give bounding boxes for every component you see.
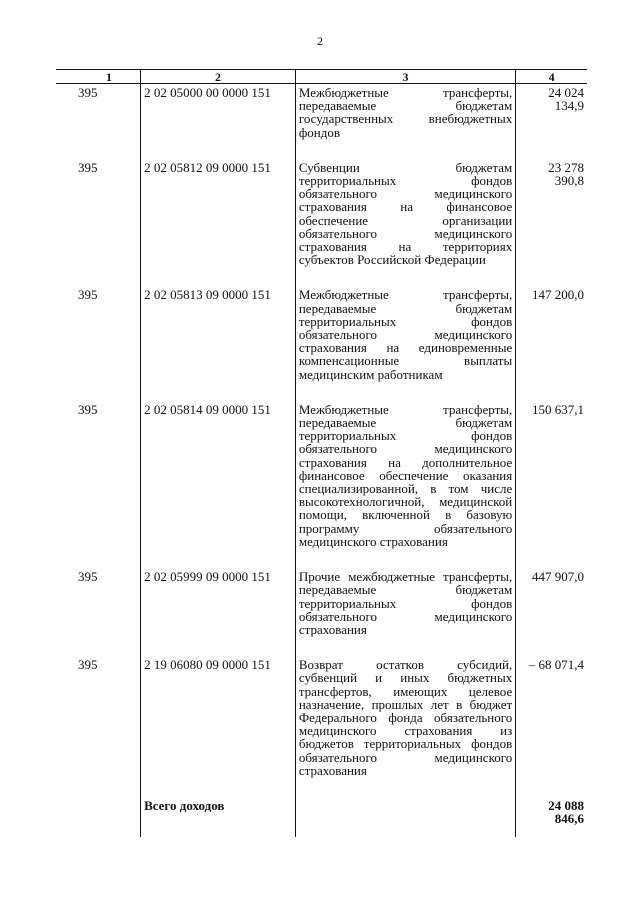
table-row [56, 84, 587, 159]
table-row [56, 159, 587, 287]
table-row [56, 568, 587, 656]
income-description: Межбюджетные трансферты, передаваемые бюджетам территориальных фондов обязательного медицинского страхования на единовременные компенсационные выплаты медицинским работникам [295, 286, 515, 400]
total-amount: 24 088 846,6 [516, 797, 587, 837]
amount: 24 024 134,9 [516, 84, 587, 159]
admin-code: 395 [78, 569, 98, 585]
admin-code: 395 [78, 85, 98, 100]
amount: 150 637,1 [516, 401, 587, 568]
income-description: Прочие межбюджетные трансферты, передаваемые бюджетам территориальных фондов обязательного медицинского страхования [295, 568, 515, 656]
income-description: Возврат остатков субсидий, субвенций и иных бюджетных трансфертов, имеющих целевое назначение, прошлых лет в бюджет Федерального фонда обязательного медицинского страхования из бюджетов территориальных фондов обязательного медицинского страхования [295, 656, 515, 797]
amount: 23 278 390,8 [516, 159, 587, 287]
admin-code: 395 [78, 159, 98, 175]
budget-income-table [56, 69, 587, 837]
classification-code: 2 02 05999 09 0000 151 [141, 568, 296, 656]
total-label: Всего доходов [141, 797, 296, 837]
total-row [56, 797, 587, 837]
admin-code: 395 [78, 657, 98, 673]
classification-code: 2 02 05813 09 0000 151 [141, 286, 296, 400]
page-number: 2 [317, 34, 323, 48]
admin-code: 395 [78, 287, 98, 303]
total-empty-description [295, 797, 515, 837]
classification-code: 2 02 05812 09 0000 151 [141, 159, 296, 287]
column-number-1: 1 [56, 70, 141, 84]
column-number-4: 4 [516, 70, 587, 84]
amount: 447 907,0 [516, 568, 587, 656]
total-empty-cell [56, 797, 141, 837]
income-description: Субвенции бюджетам территориальных фондов обязательного медицинского страхования на финансовое обеспечение организации обязательного медицинского страхования на территориях субъектов Российской Федерации [295, 159, 515, 287]
classification-code: 2 02 05000 00 0000 151 [141, 84, 296, 159]
income-description: Межбюджетные трансферты, передаваемые бюджетам государственных внебюджетных фондов [295, 84, 515, 159]
column-number-2: 2 [141, 70, 296, 84]
income-description: Межбюджетные трансферты, передаваемые бюджетам территориальных фондов обязательного медицинского страхования на дополнительное финансовое обеспечение оказания специализированной, в том числе высокотехнологичной, медицинской помощи, включенной в базовую программу обязательного медицинского страхования [295, 401, 515, 568]
table-row [56, 286, 587, 400]
table-row [56, 401, 587, 568]
amount: 147 200,0 [516, 286, 587, 400]
column-number-3: 3 [295, 70, 515, 84]
classification-code: 2 02 05814 09 0000 151 [141, 401, 296, 568]
column-number-row [56, 70, 587, 84]
amount: – 68 071,4 [516, 656, 587, 797]
classification-code: 2 19 06080 09 0000 151 [141, 656, 296, 797]
admin-code: 395 [78, 401, 98, 417]
table-row [56, 656, 587, 797]
